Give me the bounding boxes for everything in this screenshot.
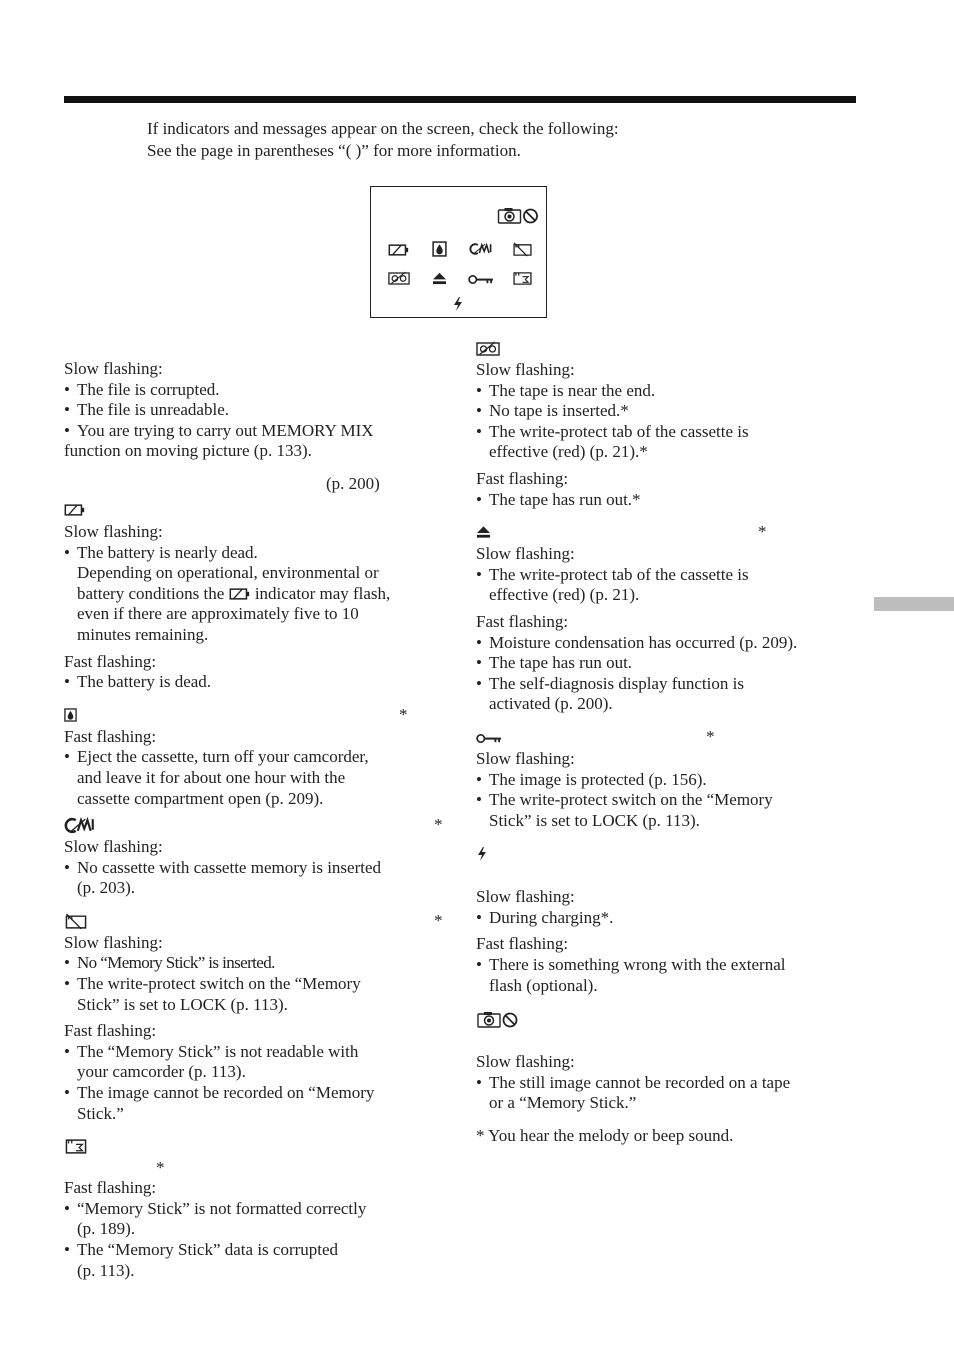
list-item: • Eject the cassette, turn off your camcorder, [64,747,454,768]
list-item-cont: minutes remaining. [77,624,209,644]
moisture-icon [64,708,77,722]
footnote: * You hear the melody or beep sound. [476,1126,734,1146]
list-item: • No “Memory Stick” is inserted. [64,953,454,974]
ms-format-beep-row [64,1158,454,1178]
state-label: Slow flashing: [476,887,575,907]
memory-stick-format-icon [512,271,533,286]
state-label: Fast flashing: [476,934,569,954]
list-item-cont: Depending on operational, environmental or [77,563,379,583]
state-label: Slow flashing: [64,521,163,541]
tape-icon [388,271,410,286]
battery-icon [388,243,410,257]
list-item: • The battery is nearly dead. [64,543,454,564]
state-label: Slow flashing: [64,837,163,857]
list-item: • The write-protect tab of the cassette is [476,565,866,586]
list-item: • The tape is near the end. [476,381,866,402]
state-label: Slow flashing: [476,544,575,564]
state-label: Slow flashing: [476,748,575,768]
protect-key-icon [468,274,494,285]
battery-icon [229,587,251,601]
list-item: • The write-protect tab of the cassette is [476,422,866,443]
list-item-cont: effective (red) (p. 21). [489,585,640,605]
list-item: • The write-protect switch on the “Memory [64,974,454,995]
list-item: • The write-protect switch on the “Memory [476,790,866,811]
battery-heading [64,500,454,522]
memory-stick-heading [64,911,454,933]
state-label: Fast flashing: [476,611,569,631]
list-item-cont: (p. 203). [77,878,136,898]
battery-icon [64,503,86,517]
beep-marker: * [156,1158,165,1178]
tape-heading [476,338,866,360]
list-item: • The image is protected (p. 156). [476,770,866,791]
beep-marker: * [434,815,443,835]
section-tab [874,597,954,611]
list-item-cont: or a “Memory Stick.” [489,1093,637,1113]
list-item: • The self-diagnosis display function is [476,674,866,695]
state-label: Slow flashing: [476,1052,575,1072]
still-heading [476,1008,866,1030]
list-item: • The “Memory Stick” data is corrupted [64,1240,454,1261]
list-item: • During charging*. [476,908,866,929]
memory-stick-format-heading [64,1136,454,1158]
list-item: • The file is corrupted. [64,380,454,401]
state-label: Fast flashing: [64,1021,157,1041]
protect-key-icon [476,733,502,744]
state-label: Slow flashing: [64,359,163,378]
intro-line-2: See the page in parentheses “( )” for more information. [147,141,521,160]
list-item-cont: Stick.” [77,1103,124,1123]
text: indicator may flash, [254,583,391,603]
still-image-not-recordable-icon [497,207,540,225]
list-item-cont: Stick” is set to LOCK (p. 113). [489,810,700,830]
state-label: Fast flashing: [64,1178,157,1198]
beep-marker: * [758,522,767,542]
cassette-memory-icon [64,817,96,834]
list-item-cont: flash (optional). [489,975,598,995]
memory-stick-icon [512,242,533,257]
cassette-memory-heading [64,815,454,837]
list-item-cont: Stick” is set to LOCK (p. 113). [77,994,288,1014]
beep-marker: * [434,910,443,930]
list-item: • The “Memory Stick” is not readable with [64,1042,454,1063]
list-item: • The tape has run out. [476,653,866,674]
list-item-cont: function on moving picture (p. 133). [64,441,312,461]
beep-marker: * [706,726,715,746]
intro-text [147,118,619,162]
header-rule [64,96,856,103]
eject-heading [476,522,866,544]
page-ref: (p. 200) [326,473,380,493]
moisture-icon [432,241,447,257]
self-diagnosis-ref [64,474,454,494]
list-item-cont: cassette compartment open (p. 209). [77,788,324,808]
right-column [476,338,866,1147]
list-item-cont: even if there are approximately five to 10 [77,604,359,624]
list-item: • The image cannot be recorded on “Memory [64,1083,454,1104]
list-item: • The tape has run out.* [476,490,866,511]
memory-stick-icon [64,913,88,930]
indicator-panel [370,186,547,318]
list-item-cont [64,584,454,605]
list-item: • The file is unreadable. [64,400,454,421]
beep-marker: * [399,704,408,724]
list-item: • The battery is dead. [64,672,454,693]
list-item: • Moisture condensation has occurred (p. 209). [476,633,866,654]
tape-icon [476,341,500,357]
cassette-memory-icon [469,242,493,256]
list-item-cont: activated (p. 200). [489,694,613,714]
still-image-not-recordable-icon [476,1011,520,1029]
list-item-cont: (p. 113). [77,1260,135,1280]
list-item: • The still image cannot be recorded on a tape [476,1073,866,1094]
memory-stick-format-icon [64,1138,88,1155]
state-label: Slow flashing: [476,360,575,379]
list-item: • No cassette with cassette memory is inserted [64,858,454,879]
eject-icon [476,525,491,539]
flash-icon [452,296,464,312]
list-item-cont: and leave it for about one hour with the [77,767,346,787]
state-label: Slow flashing: [64,932,163,952]
moisture-heading [64,705,454,727]
intro-line-1: If indicators and messages appear on the screen, check the following: [147,119,619,138]
list-item: • There is something wrong with the external [476,955,866,976]
protect-heading [476,727,866,749]
flash-icon [476,846,488,862]
state-label: Fast flashing: [64,651,157,671]
text: battery conditions the [77,583,225,603]
eject-icon [432,272,447,285]
flash-heading [476,843,866,865]
list-item-cont: (p. 189). [77,1219,136,1239]
list-item: • You are trying to carry out MEMORY MIX [64,421,454,442]
state-label: Fast flashing: [64,726,157,746]
left-column [64,359,454,1281]
list-item: • “Memory Stick” is not formatted correctly [64,1199,454,1220]
list-item: • No tape is inserted.* [476,401,866,422]
list-item-cont: your camcorder (p. 113). [77,1062,246,1082]
list-item-cont: effective (red) (p. 21).* [489,442,648,462]
state-label: Fast flashing: [476,468,569,488]
